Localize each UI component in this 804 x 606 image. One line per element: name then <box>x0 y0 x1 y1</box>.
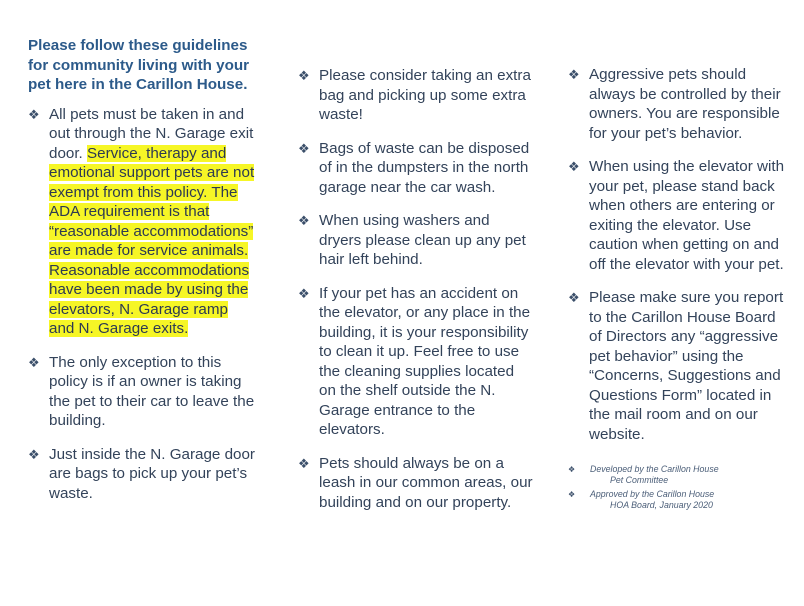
diamond-bullet-icon: ❖ <box>28 446 40 462</box>
diamond-bullet-icon: ❖ <box>298 140 310 156</box>
list-item-text: If your pet has an accident on the elevator, or any place in the building, it is your responsibility to clean it up. Feel free to use the cleaning supplies located on the shelf outside the N. Garage entrance to the elevators. <box>319 284 531 438</box>
diamond-bullet-icon: ❖ <box>568 67 580 82</box>
column-left <box>28 0 256 503</box>
diamond-bullet-icon: ❖ <box>298 68 310 83</box>
diamond-bullet-icon: ❖ <box>298 285 310 301</box>
highlighted-text: Service, therapy and emotional support pets are not exempt from this policy. The ADA requirement is that “reasonable accommodations” are made for service animals. Reasonable accommodations have been made by using the elevators, N. Garage ramp and N. Garage exits. <box>49 144 255 337</box>
diamond-bullet-icon: ❖ <box>298 213 310 228</box>
column-middle <box>298 0 534 512</box>
diamond-bullet-icon: ❖ <box>28 354 40 370</box>
diamond-bullet-icon: ❖ <box>568 290 580 305</box>
list-item-leash <box>298 454 534 513</box>
diamond-bullet-icon: ❖ <box>28 106 40 122</box>
list-item-text: The only exception to this policy is if an owner is taking the pet to their car to leave the building. <box>49 353 255 429</box>
footnote-line: Developed by the Carillon House <box>590 464 719 474</box>
list-item-text: Aggressive pets should always be controlled by their owners. You are responsible for your pet’s behavior. <box>589 66 781 142</box>
list-item-extra-bag <box>298 66 534 125</box>
footnote-developed <box>568 464 790 486</box>
list-item-dispose-waste <box>298 139 534 198</box>
diamond-bullet-icon: ❖ <box>568 465 576 474</box>
list-item-text: Bags of waste can be disposed of in the dumpsters in the north garage near the car wash. <box>319 139 530 196</box>
list-item-text: When using washers and dryers please clean up any pet hair left behind. <box>319 212 526 268</box>
list-item-text: All pets must be taken in and out through the N. Garage exit door. <box>49 105 254 162</box>
footnote-line: Pet Committee <box>610 475 669 485</box>
list-item-text: Please make sure you report to the Carillon House Board of Directors any “aggressive pet behavior” using the “Concerns, Suggestions and Questions Form” located in the mail room and on our website. <box>589 289 784 443</box>
footnote-line: Approved by the Carillon House <box>590 489 715 499</box>
list-item-report <box>568 288 790 444</box>
diamond-bullet-icon: ❖ <box>568 490 576 499</box>
list-item-accidents <box>298 284 534 440</box>
list-item-text: Pets should always be on a leash in our common areas, our building and on our property. <box>319 454 533 511</box>
list-item-elevator <box>568 157 790 274</box>
footnote-approved <box>568 489 790 511</box>
guidelines-heading: Please follow these guidelines for community living with your pet here in the Carillon House. <box>28 37 250 93</box>
list-item-washers-dryers <box>298 211 534 270</box>
footnote-line: HOA Board, January 2020 <box>610 500 713 510</box>
list-item-aggressive-pets <box>568 65 790 143</box>
list-item-exception <box>28 353 256 431</box>
diamond-bullet-icon: ❖ <box>568 159 580 174</box>
column-right <box>568 0 790 511</box>
list-item-text: Please consider taking an extra bag and picking up some extra waste! <box>319 67 531 123</box>
diamond-bullet-icon: ❖ <box>298 455 310 471</box>
list-item-waste-bags <box>28 445 256 504</box>
list-item-pet-entry-exit <box>28 105 256 339</box>
list-item-text: Just inside the N. Garage door are bags to pick up your pet’s waste. <box>49 445 255 502</box>
list-item-text: When using the elevator with your pet, please stand back when others are entering or exiting the elevator. Use caution when getting on and off the elevator with your pet. <box>589 158 785 273</box>
